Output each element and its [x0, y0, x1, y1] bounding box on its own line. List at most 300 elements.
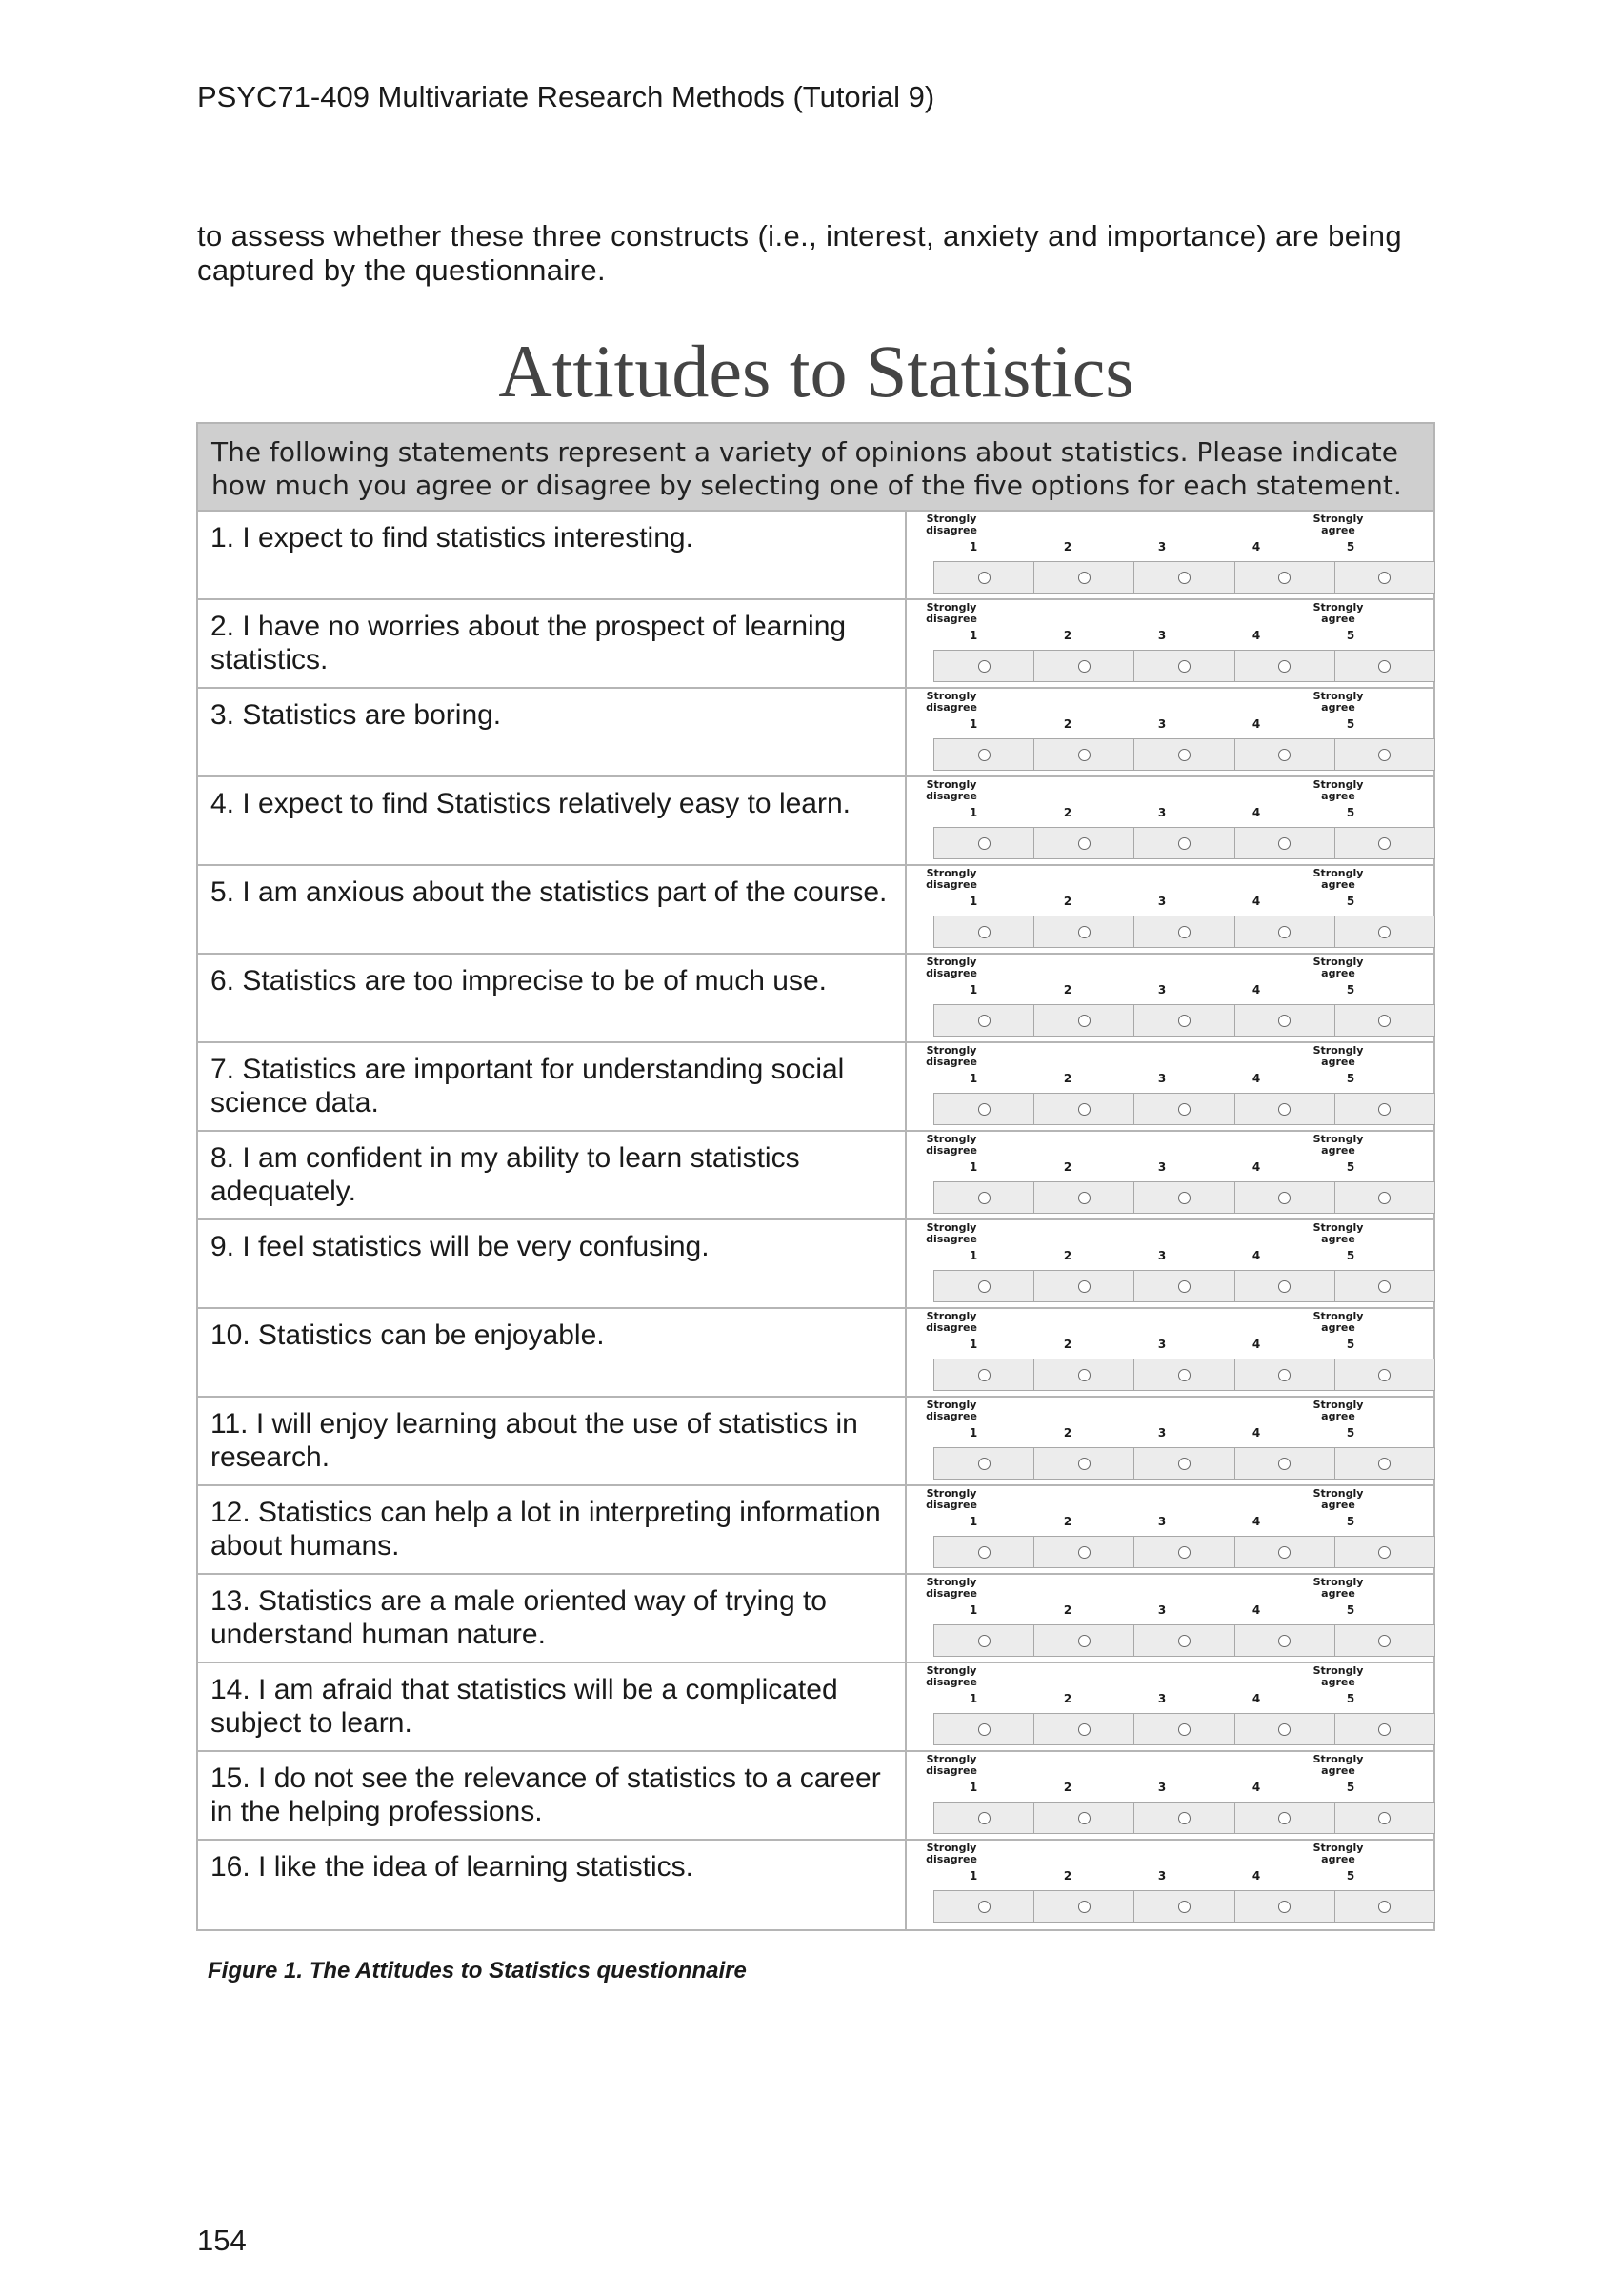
scale-point-label: 1: [969, 895, 978, 908]
radio-cell[interactable]: [934, 1537, 1034, 1567]
question-row: [198, 512, 1433, 600]
question-text: 5. I am anxious about the statistics part of the course.: [198, 866, 907, 953]
radio-group: [933, 561, 1435, 594]
radio-button[interactable]: [1278, 926, 1291, 938]
radio-button[interactable]: [1278, 1546, 1291, 1559]
scale-left-anchor: Strongly disagree: [926, 1487, 977, 1511]
scale-point-label: 2: [1063, 806, 1072, 819]
radio-cell[interactable]: [1235, 916, 1335, 947]
question-text: 14. I am afraid that statistics will be a complicated subject to learn.: [198, 1663, 907, 1750]
radio-group: [933, 1359, 1435, 1391]
questionnaire-title: Attitudes to Statistics: [498, 330, 1134, 413]
radio-cell[interactable]: [934, 1891, 1034, 1922]
scale-point-label: 4: [1252, 895, 1261, 908]
scale-point-label: 3: [1157, 1869, 1167, 1883]
radio-button[interactable]: [1378, 1546, 1391, 1559]
radio-cell[interactable]: [1235, 1891, 1335, 1922]
scale-point-label: 2: [1063, 1338, 1072, 1351]
radio-button[interactable]: [1078, 1546, 1091, 1559]
radio-cell[interactable]: [1034, 1537, 1134, 1567]
scale-point-label: 2: [1063, 1072, 1072, 1085]
radio-cell[interactable]: [1335, 1891, 1434, 1922]
question-text: 9. I feel statistics will be very confusing.: [198, 1220, 907, 1307]
scale-point-label: 1: [969, 1869, 978, 1883]
scale-point-label: 4: [1252, 1603, 1261, 1617]
radio-cell[interactable]: [934, 1803, 1034, 1833]
scale-point-label: 3: [1157, 1781, 1167, 1794]
radio-button[interactable]: [1378, 1812, 1391, 1824]
radio-group: [933, 1270, 1435, 1302]
radio-button[interactable]: [1178, 1901, 1191, 1913]
scale-left-anchor: Strongly disagree: [926, 1576, 977, 1600]
radio-button[interactable]: [978, 1546, 991, 1559]
scale-right-anchor: Strongly agree: [1312, 1487, 1364, 1511]
radio-cell[interactable]: [1335, 1005, 1434, 1036]
radio-button[interactable]: [1378, 926, 1391, 938]
question-text: 13. Statistics are a male oriented way of trying to understand human nature.: [198, 1575, 907, 1662]
radio-button[interactable]: [978, 1103, 991, 1116]
radio-cell[interactable]: [1335, 1448, 1434, 1479]
radio-button[interactable]: [978, 1723, 991, 1736]
question-text: 10. Statistics can be enjoyable.: [198, 1309, 907, 1396]
scale-point-label: 3: [1157, 1426, 1167, 1440]
scale-left-anchor: Strongly disagree: [926, 1842, 977, 1865]
radio-button[interactable]: [1378, 1192, 1391, 1204]
scale-point-label: 3: [1157, 717, 1167, 731]
scale-left-anchor: Strongly disagree: [926, 513, 977, 536]
radio-cell[interactable]: [1335, 739, 1434, 770]
radio-cell[interactable]: [1134, 562, 1234, 593]
radio-cell[interactable]: [1235, 651, 1335, 681]
scale-point-label: 2: [1063, 1515, 1072, 1528]
scale-left-anchor: Strongly disagree: [926, 1221, 977, 1245]
radio-cell[interactable]: [1335, 1803, 1434, 1833]
radio-cell[interactable]: [1134, 1625, 1234, 1656]
question-row: [198, 1663, 1433, 1752]
radio-cell[interactable]: [1134, 1005, 1234, 1036]
question-row: [198, 1841, 1433, 1929]
radio-button[interactable]: [1178, 749, 1191, 761]
scale-point-label: 5: [1346, 1515, 1355, 1528]
radio-button[interactable]: [1278, 1369, 1291, 1381]
scale-right-anchor: Strongly agree: [1312, 1664, 1364, 1688]
radio-cell[interactable]: [934, 1094, 1034, 1124]
radio-cell[interactable]: [1034, 1359, 1134, 1390]
radio-cell[interactable]: [934, 828, 1034, 858]
scale-point-label: 2: [1063, 1426, 1072, 1440]
radio-button[interactable]: [1178, 926, 1191, 938]
scale-point-label: 4: [1252, 1338, 1261, 1351]
scale-point-label: 5: [1346, 1426, 1355, 1440]
radio-cell[interactable]: [1235, 739, 1335, 770]
radio-button[interactable]: [1178, 1192, 1191, 1204]
radio-button[interactable]: [1378, 1280, 1391, 1293]
radio-button[interactable]: [978, 1280, 991, 1293]
scale-point-label: 5: [1346, 1692, 1355, 1705]
rating-scale: [907, 1841, 1433, 1929]
radio-button[interactable]: [1378, 1103, 1391, 1116]
rating-scale: [907, 1043, 1433, 1130]
rating-scale: [907, 1398, 1433, 1484]
radio-button[interactable]: [1278, 1015, 1291, 1027]
radio-button[interactable]: [1178, 1458, 1191, 1470]
radio-cell[interactable]: [1235, 562, 1335, 593]
question-row: [198, 1752, 1433, 1841]
radio-cell[interactable]: [1335, 1625, 1434, 1656]
question-row: [198, 1575, 1433, 1663]
radio-cell[interactable]: [1235, 1359, 1335, 1390]
radio-cell[interactable]: [1034, 739, 1134, 770]
radio-button[interactable]: [1378, 1458, 1391, 1470]
radio-button[interactable]: [1078, 1723, 1091, 1736]
radio-button[interactable]: [1378, 572, 1391, 584]
radio-button[interactable]: [978, 1458, 991, 1470]
radio-cell[interactable]: [1235, 1625, 1335, 1656]
radio-cell[interactable]: [934, 1182, 1034, 1213]
scale-point-label: 3: [1157, 1515, 1167, 1528]
scale-left-anchor: Strongly disagree: [926, 1310, 977, 1334]
scale-point-label: 1: [969, 983, 978, 997]
scale-point-label: 4: [1252, 1160, 1261, 1174]
radio-group: [933, 1004, 1435, 1037]
radio-button[interactable]: [1078, 837, 1091, 850]
scale-left-anchor: Strongly disagree: [926, 690, 977, 714]
scale-point-label: 2: [1063, 717, 1072, 731]
radio-cell[interactable]: [934, 562, 1034, 593]
radio-button[interactable]: [1078, 1103, 1091, 1116]
scale-left-anchor: Strongly disagree: [926, 867, 977, 891]
radio-cell[interactable]: [1335, 1094, 1434, 1124]
radio-cell[interactable]: [1134, 1182, 1234, 1213]
scale-point-label: 1: [969, 1072, 978, 1085]
rating-scale: [907, 1309, 1433, 1396]
radio-button[interactable]: [1078, 660, 1091, 673]
radio-button[interactable]: [1078, 1280, 1091, 1293]
radio-button[interactable]: [1278, 1635, 1291, 1647]
radio-cell[interactable]: [1235, 1537, 1335, 1567]
radio-cell[interactable]: [1235, 1182, 1335, 1213]
scale-left-anchor: Strongly disagree: [926, 1664, 977, 1688]
scale-point-label: 3: [1157, 806, 1167, 819]
radio-button[interactable]: [1278, 749, 1291, 761]
radio-group: [933, 1447, 1435, 1480]
radio-button[interactable]: [1278, 572, 1291, 584]
scale-point-label: 1: [969, 806, 978, 819]
radio-cell[interactable]: [1235, 828, 1335, 858]
radio-cell[interactable]: [1134, 1094, 1234, 1124]
rating-scale: [907, 955, 1433, 1041]
scale-point-label: 1: [969, 1603, 978, 1617]
radio-button[interactable]: [1078, 749, 1091, 761]
scale-point-label: 2: [1063, 540, 1072, 554]
scale-point-label: 5: [1346, 1781, 1355, 1794]
radio-button[interactable]: [1278, 1723, 1291, 1736]
radio-button[interactable]: [1078, 1458, 1091, 1470]
radio-cell[interactable]: [1134, 1448, 1234, 1479]
radio-cell[interactable]: [934, 1714, 1034, 1744]
figure-caption: Figure 1. The Attitudes to Statistics questionnaire: [208, 1958, 747, 1984]
scale-point-label: 5: [1346, 629, 1355, 642]
radio-button[interactable]: [1178, 1812, 1191, 1824]
instructions: The following statements represent a variety of opinions about statistics. Please indicate how much you agree or disagree by selecting one of the five options for each statement.: [198, 424, 1433, 512]
question-text: 4. I expect to find Statistics relatively easy to learn.: [198, 777, 907, 864]
radio-cell[interactable]: [1034, 1182, 1134, 1213]
scale-right-anchor: Strongly agree: [1312, 1310, 1364, 1334]
radio-button[interactable]: [978, 660, 991, 673]
scale-point-label: 2: [1063, 1692, 1072, 1705]
radio-group: [933, 1802, 1435, 1834]
radio-cell[interactable]: [1134, 1537, 1234, 1567]
scale-point-label: 3: [1157, 983, 1167, 997]
scale-point-label: 4: [1252, 1781, 1261, 1794]
scale-point-label: 2: [1063, 983, 1072, 997]
radio-button[interactable]: [1378, 1015, 1391, 1027]
question-text: 2. I have no worries about the prospect of learning statistics.: [198, 600, 907, 687]
question-row: [198, 1043, 1433, 1132]
radio-group: [933, 1713, 1435, 1745]
radio-button[interactable]: [1378, 1369, 1391, 1381]
radio-cell[interactable]: [934, 1625, 1034, 1656]
radio-button[interactable]: [1178, 837, 1191, 850]
radio-group: [933, 650, 1435, 682]
radio-button[interactable]: [1278, 660, 1291, 673]
rating-scale: [907, 1132, 1433, 1218]
radio-cell[interactable]: [1335, 1271, 1434, 1301]
rating-scale: [907, 512, 1433, 598]
scale-point-label: 3: [1157, 1603, 1167, 1617]
radio-button[interactable]: [1278, 1901, 1291, 1913]
radio-cell[interactable]: [934, 1271, 1034, 1301]
radio-button[interactable]: [978, 749, 991, 761]
radio-button[interactable]: [1078, 1192, 1091, 1204]
scale-right-anchor: Strongly agree: [1312, 1753, 1364, 1777]
radio-cell[interactable]: [1335, 828, 1434, 858]
scale-point-label: 4: [1252, 806, 1261, 819]
radio-button[interactable]: [978, 1192, 991, 1204]
radio-cell[interactable]: [1134, 916, 1234, 947]
radio-button[interactable]: [978, 1901, 991, 1913]
radio-button[interactable]: [1178, 660, 1191, 673]
question-row: [198, 1398, 1433, 1486]
radio-cell[interactable]: [934, 1448, 1034, 1479]
question-text: 11. I will enjoy learning about the use of statistics in research.: [198, 1398, 907, 1484]
radio-cell[interactable]: [1335, 916, 1434, 947]
question-row: [198, 1309, 1433, 1398]
question-row: [198, 1220, 1433, 1309]
radio-cell[interactable]: [934, 651, 1034, 681]
radio-button[interactable]: [1078, 926, 1091, 938]
radio-group: [933, 916, 1435, 948]
radio-cell[interactable]: [1034, 828, 1134, 858]
radio-button[interactable]: [1178, 1369, 1191, 1381]
radio-button[interactable]: [978, 1015, 991, 1027]
scale-right-anchor: Strongly agree: [1312, 956, 1364, 979]
scale-point-label: 1: [969, 1515, 978, 1528]
scale-right-anchor: Strongly agree: [1312, 778, 1364, 802]
radio-button[interactable]: [1378, 837, 1391, 850]
radio-group: [933, 738, 1435, 771]
radio-button[interactable]: [1278, 1192, 1291, 1204]
radio-button[interactable]: [978, 926, 991, 938]
question-row: [198, 689, 1433, 777]
scale-left-anchor: Strongly disagree: [926, 601, 977, 625]
radio-button[interactable]: [978, 1635, 991, 1647]
radio-cell[interactable]: [1034, 562, 1134, 593]
radio-button[interactable]: [978, 1812, 991, 1824]
scale-point-label: 4: [1252, 1249, 1261, 1262]
radio-cell[interactable]: [1034, 1803, 1134, 1833]
scale-right-anchor: Strongly agree: [1312, 601, 1364, 625]
running-head: PSYC71-409 Multivariate Research Methods (Tutorial 9): [197, 80, 935, 113]
radio-cell[interactable]: [1134, 739, 1234, 770]
scale-point-label: 2: [1063, 1603, 1072, 1617]
scale-left-anchor: Strongly disagree: [926, 1399, 977, 1422]
radio-button[interactable]: [978, 1369, 991, 1381]
radio-button[interactable]: [1178, 572, 1191, 584]
rating-scale: [907, 600, 1433, 687]
radio-button[interactable]: [1178, 1103, 1191, 1116]
question-text: 3. Statistics are boring.: [198, 689, 907, 775]
radio-cell[interactable]: [1134, 651, 1234, 681]
radio-button[interactable]: [1078, 1635, 1091, 1647]
radio-cell[interactable]: [934, 1005, 1034, 1036]
radio-cell[interactable]: [1134, 828, 1234, 858]
radio-cell[interactable]: [1335, 1182, 1434, 1213]
scale-point-label: 3: [1157, 1692, 1167, 1705]
radio-cell[interactable]: [934, 916, 1034, 947]
radio-button[interactable]: [1078, 1812, 1091, 1824]
radio-cell[interactable]: [1335, 1714, 1434, 1744]
radio-cell[interactable]: [1034, 1625, 1134, 1656]
radio-button[interactable]: [1278, 1812, 1291, 1824]
radio-button[interactable]: [1078, 1369, 1091, 1381]
scale-point-label: 5: [1346, 1072, 1355, 1085]
radio-button[interactable]: [1078, 1015, 1091, 1027]
scale-point-label: 4: [1252, 629, 1261, 642]
radio-cell[interactable]: [1134, 1271, 1234, 1301]
scale-point-label: 4: [1252, 1869, 1261, 1883]
radio-button[interactable]: [1378, 1723, 1391, 1736]
radio-button[interactable]: [1378, 660, 1391, 673]
question-text: 15. I do not see the relevance of statistics to a career in the helping professions.: [198, 1752, 907, 1839]
radio-button[interactable]: [1178, 1280, 1191, 1293]
scale-point-label: 1: [969, 1249, 978, 1262]
radio-cell[interactable]: [1034, 651, 1134, 681]
scale-point-label: 5: [1346, 806, 1355, 819]
scale-point-label: 5: [1346, 1869, 1355, 1883]
scale-point-label: 1: [969, 1338, 978, 1351]
scale-point-label: 2: [1063, 1160, 1072, 1174]
scale-point-label: 5: [1346, 1160, 1355, 1174]
scale-point-label: 3: [1157, 1338, 1167, 1351]
radio-button[interactable]: [1378, 1901, 1391, 1913]
scale-point-label: 1: [969, 1426, 978, 1440]
question-text: 12. Statistics can help a lot in interpreting information about humans.: [198, 1486, 907, 1573]
radio-cell[interactable]: [1235, 1448, 1335, 1479]
scale-point-label: 4: [1252, 1072, 1261, 1085]
radio-button[interactable]: [1278, 837, 1291, 850]
radio-cell[interactable]: [934, 739, 1034, 770]
radio-button[interactable]: [1278, 1280, 1291, 1293]
question-row: [198, 600, 1433, 689]
radio-button[interactable]: [1078, 572, 1091, 584]
radio-cell[interactable]: [1034, 1094, 1134, 1124]
scale-right-anchor: Strongly agree: [1312, 1842, 1364, 1865]
scale-point-label: 2: [1063, 1781, 1072, 1794]
radio-button[interactable]: [1178, 1635, 1191, 1647]
scale-point-label: 1: [969, 1781, 978, 1794]
question-row: [198, 866, 1433, 955]
scale-point-label: 4: [1252, 1692, 1261, 1705]
radio-cell[interactable]: [1034, 1005, 1134, 1036]
radio-cell[interactable]: [934, 1359, 1034, 1390]
radio-button[interactable]: [1178, 1015, 1191, 1027]
scale-right-anchor: Strongly agree: [1312, 1399, 1364, 1422]
radio-group: [933, 1890, 1435, 1923]
radio-button[interactable]: [1278, 1458, 1291, 1470]
rating-scale: [907, 1486, 1433, 1573]
radio-cell[interactable]: [1335, 562, 1434, 593]
scale-point-label: 1: [969, 540, 978, 554]
scale-left-anchor: Strongly disagree: [926, 1753, 977, 1777]
scale-right-anchor: Strongly agree: [1312, 1133, 1364, 1157]
radio-cell[interactable]: [1034, 916, 1134, 947]
radio-button[interactable]: [1378, 1635, 1391, 1647]
question-text: 7. Statistics are important for understanding social science data.: [198, 1043, 907, 1130]
radio-button[interactable]: [1178, 1723, 1191, 1736]
radio-cell[interactable]: [1235, 1271, 1335, 1301]
radio-cell[interactable]: [1134, 1803, 1234, 1833]
radio-group: [933, 1181, 1435, 1214]
radio-cell[interactable]: [1235, 1094, 1335, 1124]
radio-cell[interactable]: [1134, 1714, 1234, 1744]
radio-cell[interactable]: [1034, 1271, 1134, 1301]
radio-cell[interactable]: [1235, 1714, 1335, 1744]
questionnaire-table: [196, 422, 1435, 1931]
radio-button[interactable]: [1278, 1103, 1291, 1116]
rating-scale: [907, 1575, 1433, 1662]
radio-cell[interactable]: [1034, 1714, 1134, 1744]
intro-paragraph: to assess whether these three constructs (i.e., interest, anxiety and importance) are being captured by the questionnaire.: [197, 219, 1402, 287]
radio-cell[interactable]: [1134, 1891, 1234, 1922]
question-text: 1. I expect to find statistics interesting.: [198, 512, 907, 598]
rating-scale: [907, 1752, 1433, 1839]
rating-scale: [907, 689, 1433, 775]
scale-point-label: 5: [1346, 1249, 1355, 1262]
radio-cell[interactable]: [1235, 1005, 1335, 1036]
rating-scale: [907, 866, 1433, 953]
scale-point-label: 1: [969, 1160, 978, 1174]
radio-cell[interactable]: [1235, 1803, 1335, 1833]
radio-button[interactable]: [1078, 1901, 1091, 1913]
radio-button[interactable]: [978, 837, 991, 850]
scale-point-label: 3: [1157, 1160, 1167, 1174]
radio-cell[interactable]: [1134, 1359, 1234, 1390]
scale-right-anchor: Strongly agree: [1312, 867, 1364, 891]
radio-cell[interactable]: [1335, 1537, 1434, 1567]
radio-cell[interactable]: [1335, 1359, 1434, 1390]
scale-left-anchor: Strongly disagree: [926, 778, 977, 802]
scale-point-label: 5: [1346, 717, 1355, 731]
scale-point-label: 3: [1157, 1249, 1167, 1262]
radio-button[interactable]: [978, 572, 991, 584]
radio-cell[interactable]: [1034, 1448, 1134, 1479]
rating-scale: [907, 777, 1433, 864]
radio-button[interactable]: [1378, 749, 1391, 761]
radio-button[interactable]: [1178, 1546, 1191, 1559]
radio-cell[interactable]: [1335, 651, 1434, 681]
radio-cell[interactable]: [1034, 1891, 1134, 1922]
